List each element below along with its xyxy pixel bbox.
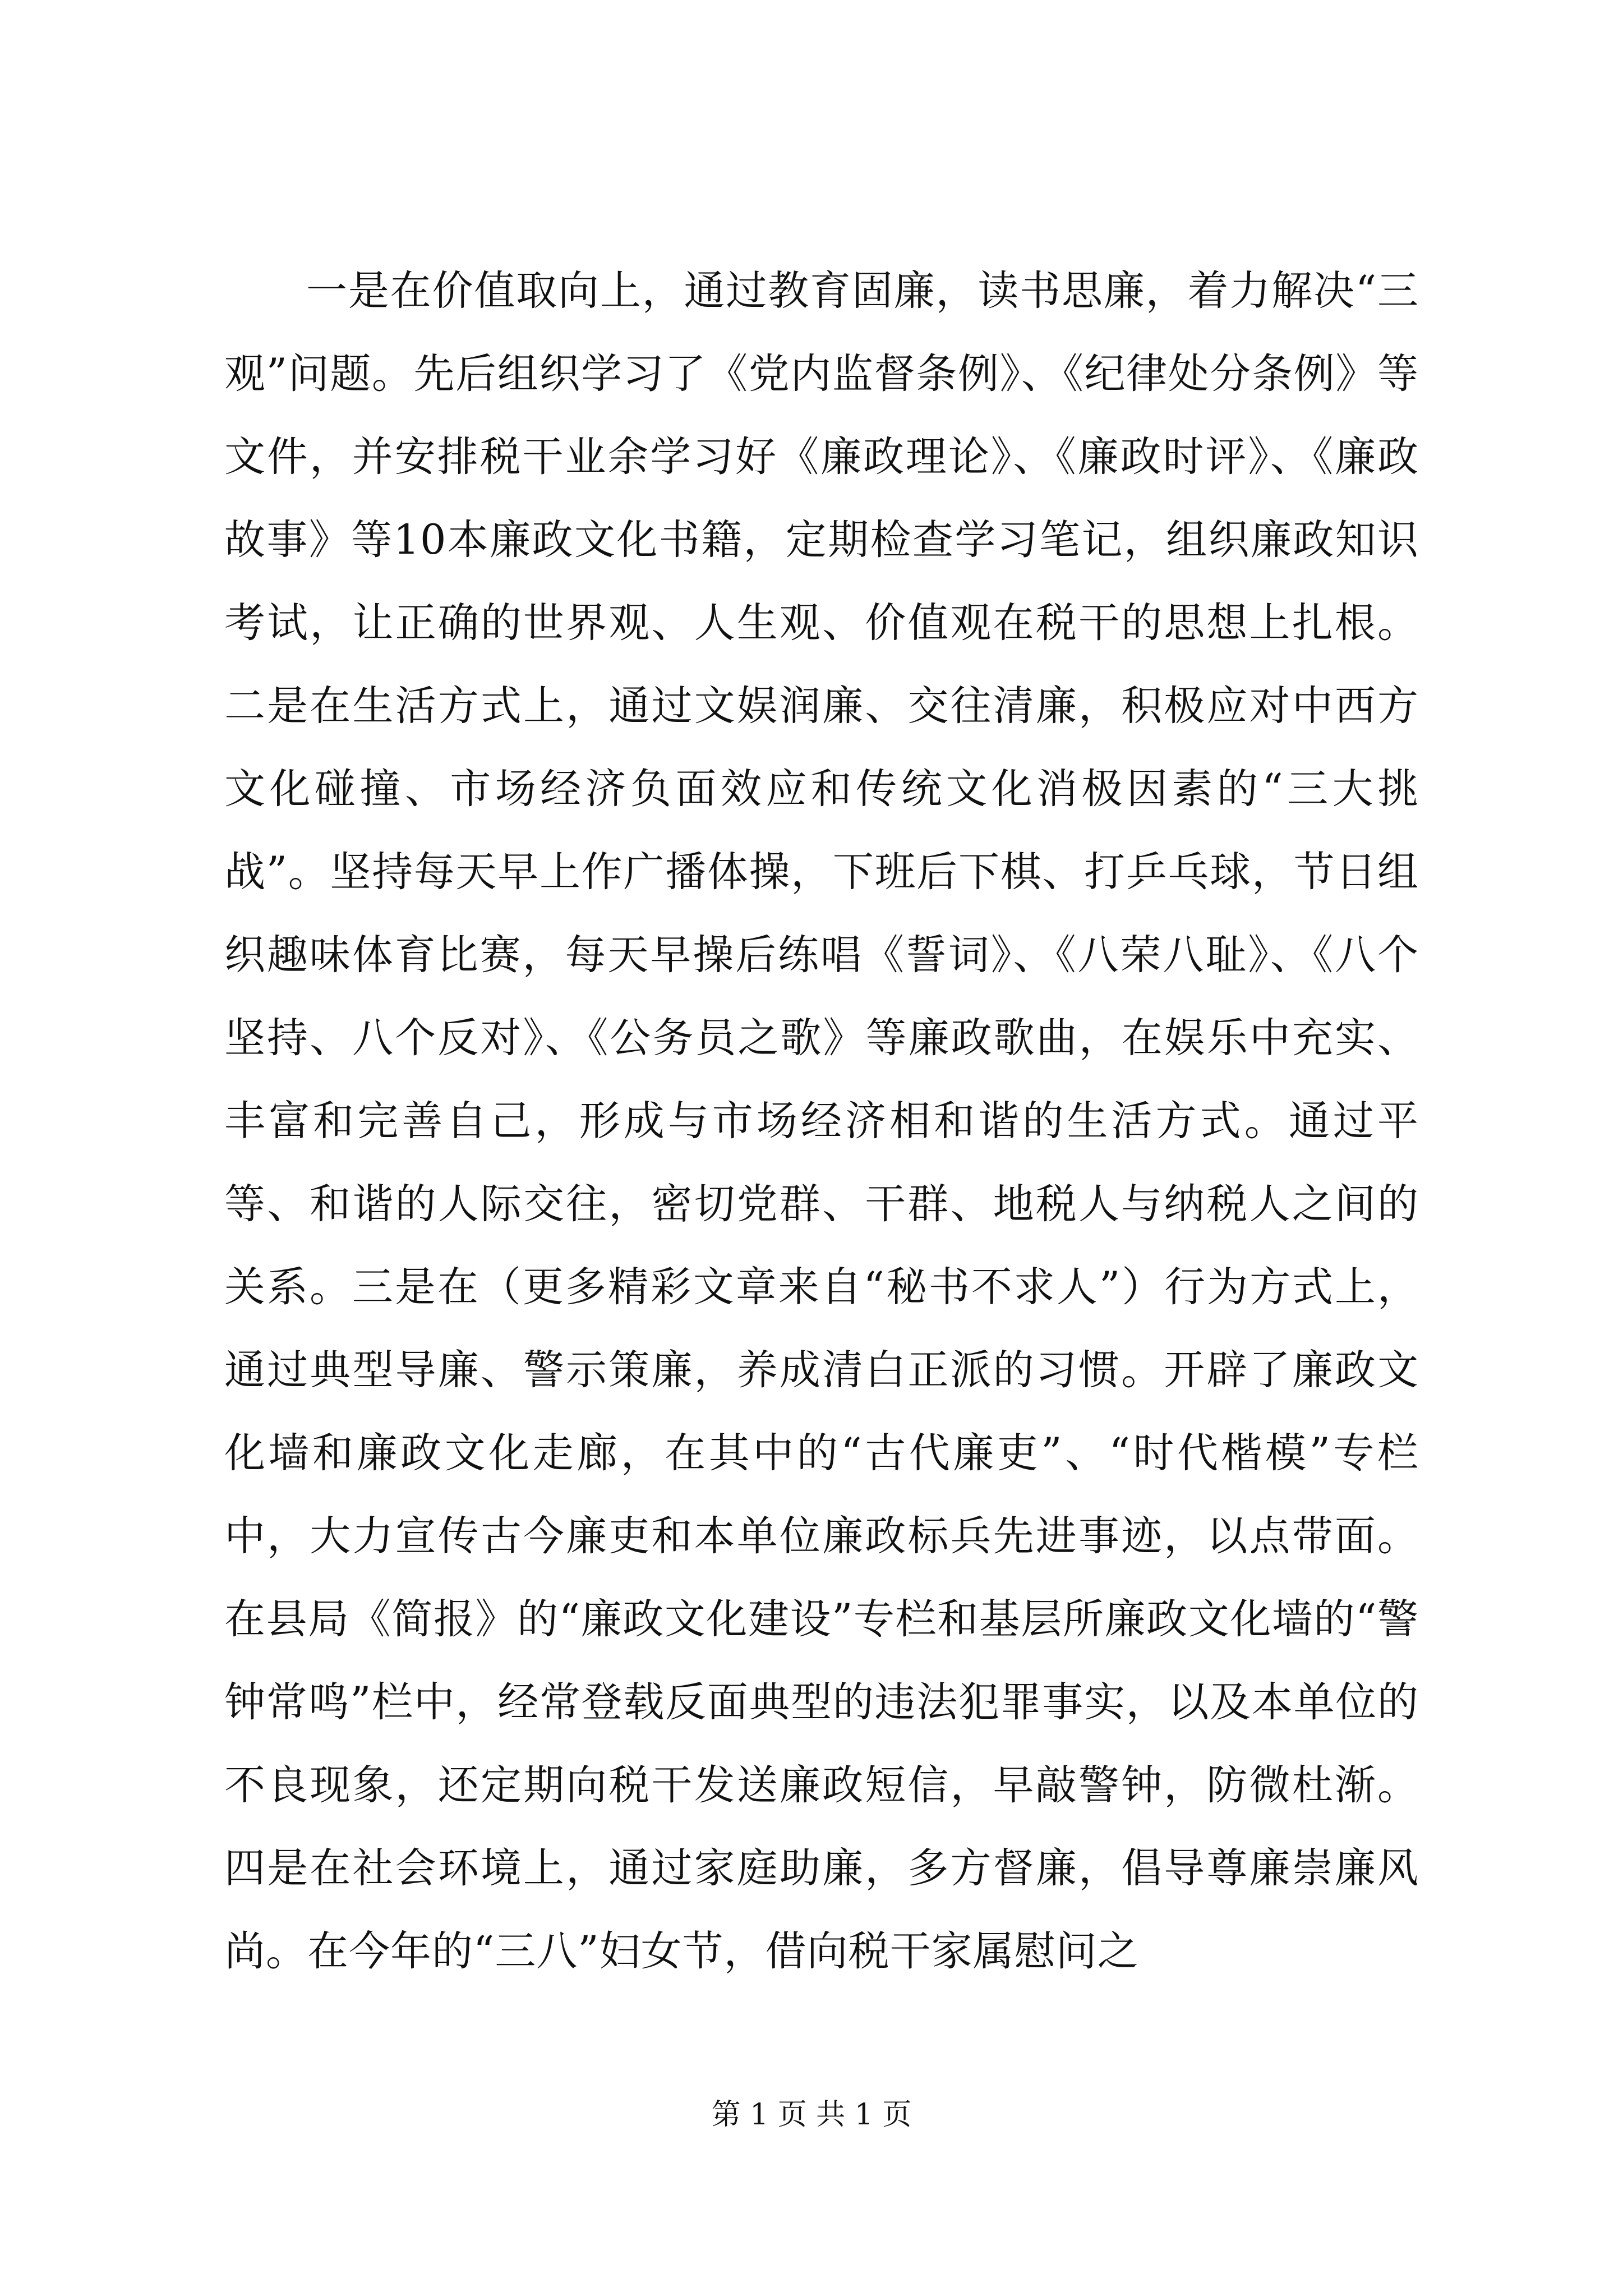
page-footer: 第 1 页 共 1 页: [711, 2098, 912, 2132]
body-paragraph: 一是在价值取向上，通过教育固廉，读书思廉，着力解决“三观”问题。先后组织学习了《党内监督条例》、《纪律处分条例》等文件，并安排税干业余学习好《廉政理论》、《廉政时评》、《廉政故事》等10本廉政文化书籍，定期检查学习笔记，组织廉政知识考试，让正确的世界观、人生观、价值观在税干的思想上扎根。二是在生活方式上，通过文娱润廉、交往清廉，积极应对中西方文化碰撞、市场经济负面效应和传统文化消极因素的“三大挑战”。坚持每天早上作广播体操，下班后下棋、打乒乓球，节日组织趣味体育比赛，每天早操后练唱《誓词》、《八荣八耻》、《八个坚持、八个反对》、《公务员之歌》等廉政歌曲，在娱乐中充实、丰富和完善自己，形成与市场经济相和谐的生活方式。通过平等、和谐的人际交往，密切党群、干群、地税人与纳税人之间的关系。三是在（更多精彩文章来自“秘书不求人”）行为方式上，通过典型导廉、警示策廉，养成清白正派的习惯。开辟了廉政文化墙和廉政文化走廊，在其中的“古代廉吏”、“时代楷模”专栏中，大力宣传古今廉吏和本单位廉政标兵先进事迹，以点带面。在县局《简报》的“廉政文化建设”专栏和基层所廉政文化墙的“警钟常鸣”栏中，经常登载反面典型的违法犯罪事实，以及本单位的不良现象，还定期向税干发送廉政短信，早敲警钟，防微杜渐。四是在社会环境上，通过家庭助廉，多方督廉，倡导尊廉崇廉风尚。在今年的“三八”妇女节，借向税干家属慰问之: [224, 267, 1419, 1975]
